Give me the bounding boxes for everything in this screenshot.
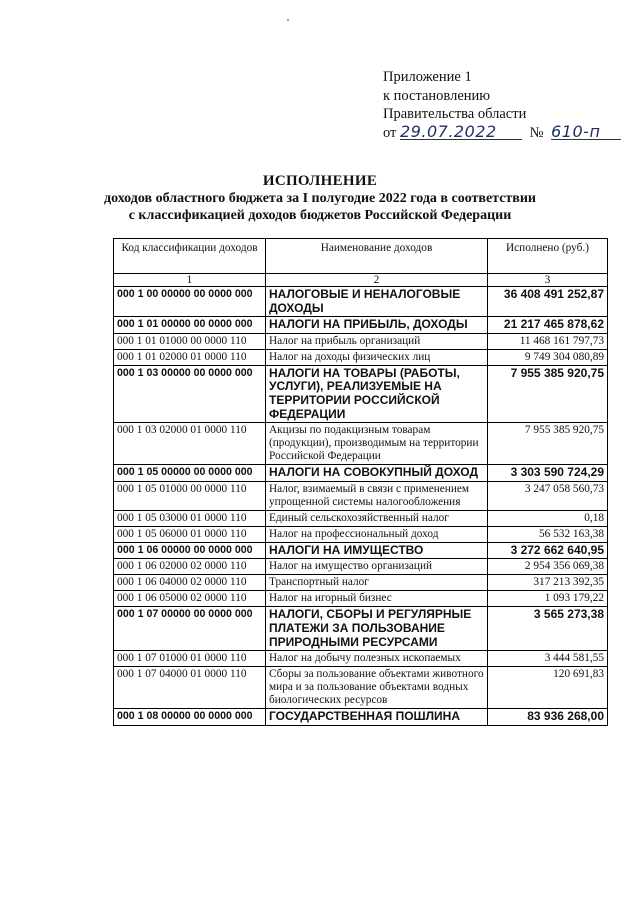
amount-cell: 2 954 356 069,38 [488,559,608,575]
code-cell: 000 1 07 00000 00 0000 000 [114,607,266,651]
name-cell: НАЛОГИ, СБОРЫ И РЕГУЛЯРНЫЕ ПЛАТЕЖИ ЗА ПОЛЬЗОВАНИЕ ПРИРОДНЫМИ РЕСУРСАМИ [266,607,488,651]
code-cell: 000 1 03 02000 01 0000 110 [114,423,266,465]
amount-cell: 7 955 385 920,75 [488,423,608,465]
table-row [114,575,608,591]
amount-cell: 9 749 304 080,89 [488,349,608,365]
table-index-row [114,274,608,287]
name-cell: Налог на игорный бизнес [266,591,488,607]
code-cell: 000 1 01 02000 01 0000 110 [114,349,266,365]
name-cell: НАЛОГОВЫЕ И НЕНАЛОГОВЫЕ ДОХОДЫ [266,287,488,317]
name-cell: Налог на профессиональный доход [266,526,488,542]
index-col-1: 1 [114,274,266,287]
header-name: Наименование доходов [266,239,488,274]
table-row [114,667,608,709]
table-row [114,317,608,334]
table-row [114,651,608,667]
number-sign: № [529,124,544,141]
appendix-line-1: Приложение 1 [383,69,472,85]
name-cell: Налог на добычу полезных ископаемых [266,651,488,667]
code-cell: 000 1 06 04000 02 0000 110 [114,575,266,591]
appendix-line-3: Правительства области [383,106,527,122]
amount-cell: 83 936 268,00 [488,709,608,726]
name-cell: Акцизы по подакцизным товарам (продукции), производимым на территории Российской Федерации [266,423,488,465]
amount-cell: 0,18 [488,510,608,526]
name-cell: ГОСУДАРСТВЕННАЯ ПОШЛИНА [266,709,488,726]
name-cell: Налог на прибыль организаций [266,333,488,349]
code-cell: 000 1 01 01000 00 0000 110 [114,333,266,349]
appendix-date-line [383,121,621,143]
code-cell: 000 1 05 00000 00 0000 000 [114,465,266,482]
table-row [114,709,608,726]
name-cell: Налог на имущество организаций [266,559,488,575]
table-row [114,333,608,349]
table-header-row [114,239,608,274]
table-row [114,542,608,559]
amount-cell: 11 468 161 797,73 [488,333,608,349]
amount-cell: 56 532 163,38 [488,526,608,542]
amount-cell: 3 303 590 724,29 [488,465,608,482]
name-cell: НАЛОГИ НА СОВОКУПНЫЙ ДОХОД [266,465,488,482]
amount-cell: 3 565 273,38 [488,607,608,651]
table-row [114,365,608,422]
amount-cell: 3 444 581,55 [488,651,608,667]
amount-cell: 1 093 179,22 [488,591,608,607]
table-row [114,591,608,607]
amount-cell: 120 691,83 [488,667,608,709]
name-cell: НАЛОГИ НА ИМУЩЕСТВО [266,542,488,559]
name-cell: Налог на доходы физических лиц [266,349,488,365]
header-amount: Исполнено (руб.) [488,239,608,274]
table-body [114,287,608,726]
index-col-2: 2 [266,274,488,287]
index-col-3: 3 [488,274,608,287]
code-cell: 000 1 00 00000 00 0000 000 [114,287,266,317]
title-line-1: ИСПОЛНЕНИЕ [262,173,378,189]
code-cell: 000 1 07 01000 01 0000 110 [114,651,266,667]
code-cell: 000 1 08 00000 00 0000 000 [114,709,266,726]
handwritten-date: 29.07.2022 [400,125,522,140]
amount-cell: 7 955 385 920,75 [488,365,608,422]
name-cell: НАЛОГИ НА ТОВАРЫ (РАБОТЫ, УСЛУГИ), РЕАЛИЗУЕМЫЕ НА ТЕРРИТОРИИ РОССИЙСКОЙ ФЕДЕРАЦИИ [266,365,488,422]
table-row [114,465,608,482]
code-cell: 000 1 06 05000 02 0000 110 [114,591,266,607]
title-line-3: с классификацией доходов бюджетов Российской Федерации [128,208,512,223]
name-cell: Транспортный налог [266,575,488,591]
document-title [0,172,640,224]
table-row [114,559,608,575]
code-cell: 000 1 05 06000 01 0000 110 [114,526,266,542]
code-cell: 000 1 07 04000 01 0000 110 [114,667,266,709]
revenue-table [113,238,608,726]
table-row [114,607,608,651]
name-cell: Сборы за пользование объектами животного мира и за пользование объектами водных биологических ресурсов [266,667,488,709]
appendix-block [383,68,621,142]
appendix-line-2: к постановлению [383,87,491,104]
amount-cell: 3 247 058 560,73 [488,481,608,510]
table-row [114,510,608,526]
code-cell: 000 1 01 00000 00 0000 000 [114,317,266,334]
table-row [114,287,608,317]
handwritten-number: 610-п [551,125,621,140]
code-cell: 000 1 03 00000 00 0000 000 [114,365,266,422]
name-cell: Единый сельскохозяйственный налог [266,510,488,526]
code-cell: 000 1 06 00000 00 0000 000 [114,542,266,559]
name-cell: НАЛОГИ НА ПРИБЫЛЬ, ДОХОДЫ [266,317,488,334]
table-row [114,423,608,465]
from-prefix: от [383,124,397,141]
amount-cell: 3 272 662 640,95 [488,542,608,559]
code-cell: 000 1 05 03000 01 0000 110 [114,510,266,526]
amount-cell: 317 213 392,35 [488,575,608,591]
scan-speck [287,19,289,21]
name-cell: Налог, взимаемый в связи с применением упрощенной системы налогообложения [266,481,488,510]
code-cell: 000 1 06 02000 02 0000 110 [114,559,266,575]
amount-cell: 21 217 465 878,62 [488,317,608,334]
table-row [114,481,608,510]
table-row [114,349,608,365]
amount-cell: 36 408 491 252,87 [488,287,608,317]
header-code: Код классификации доходов [114,239,266,274]
table-row [114,526,608,542]
title-line-2: доходов областного бюджета за I полугодие 2022 года в соответствии [103,191,536,206]
code-cell: 000 1 05 01000 00 0000 110 [114,481,266,510]
